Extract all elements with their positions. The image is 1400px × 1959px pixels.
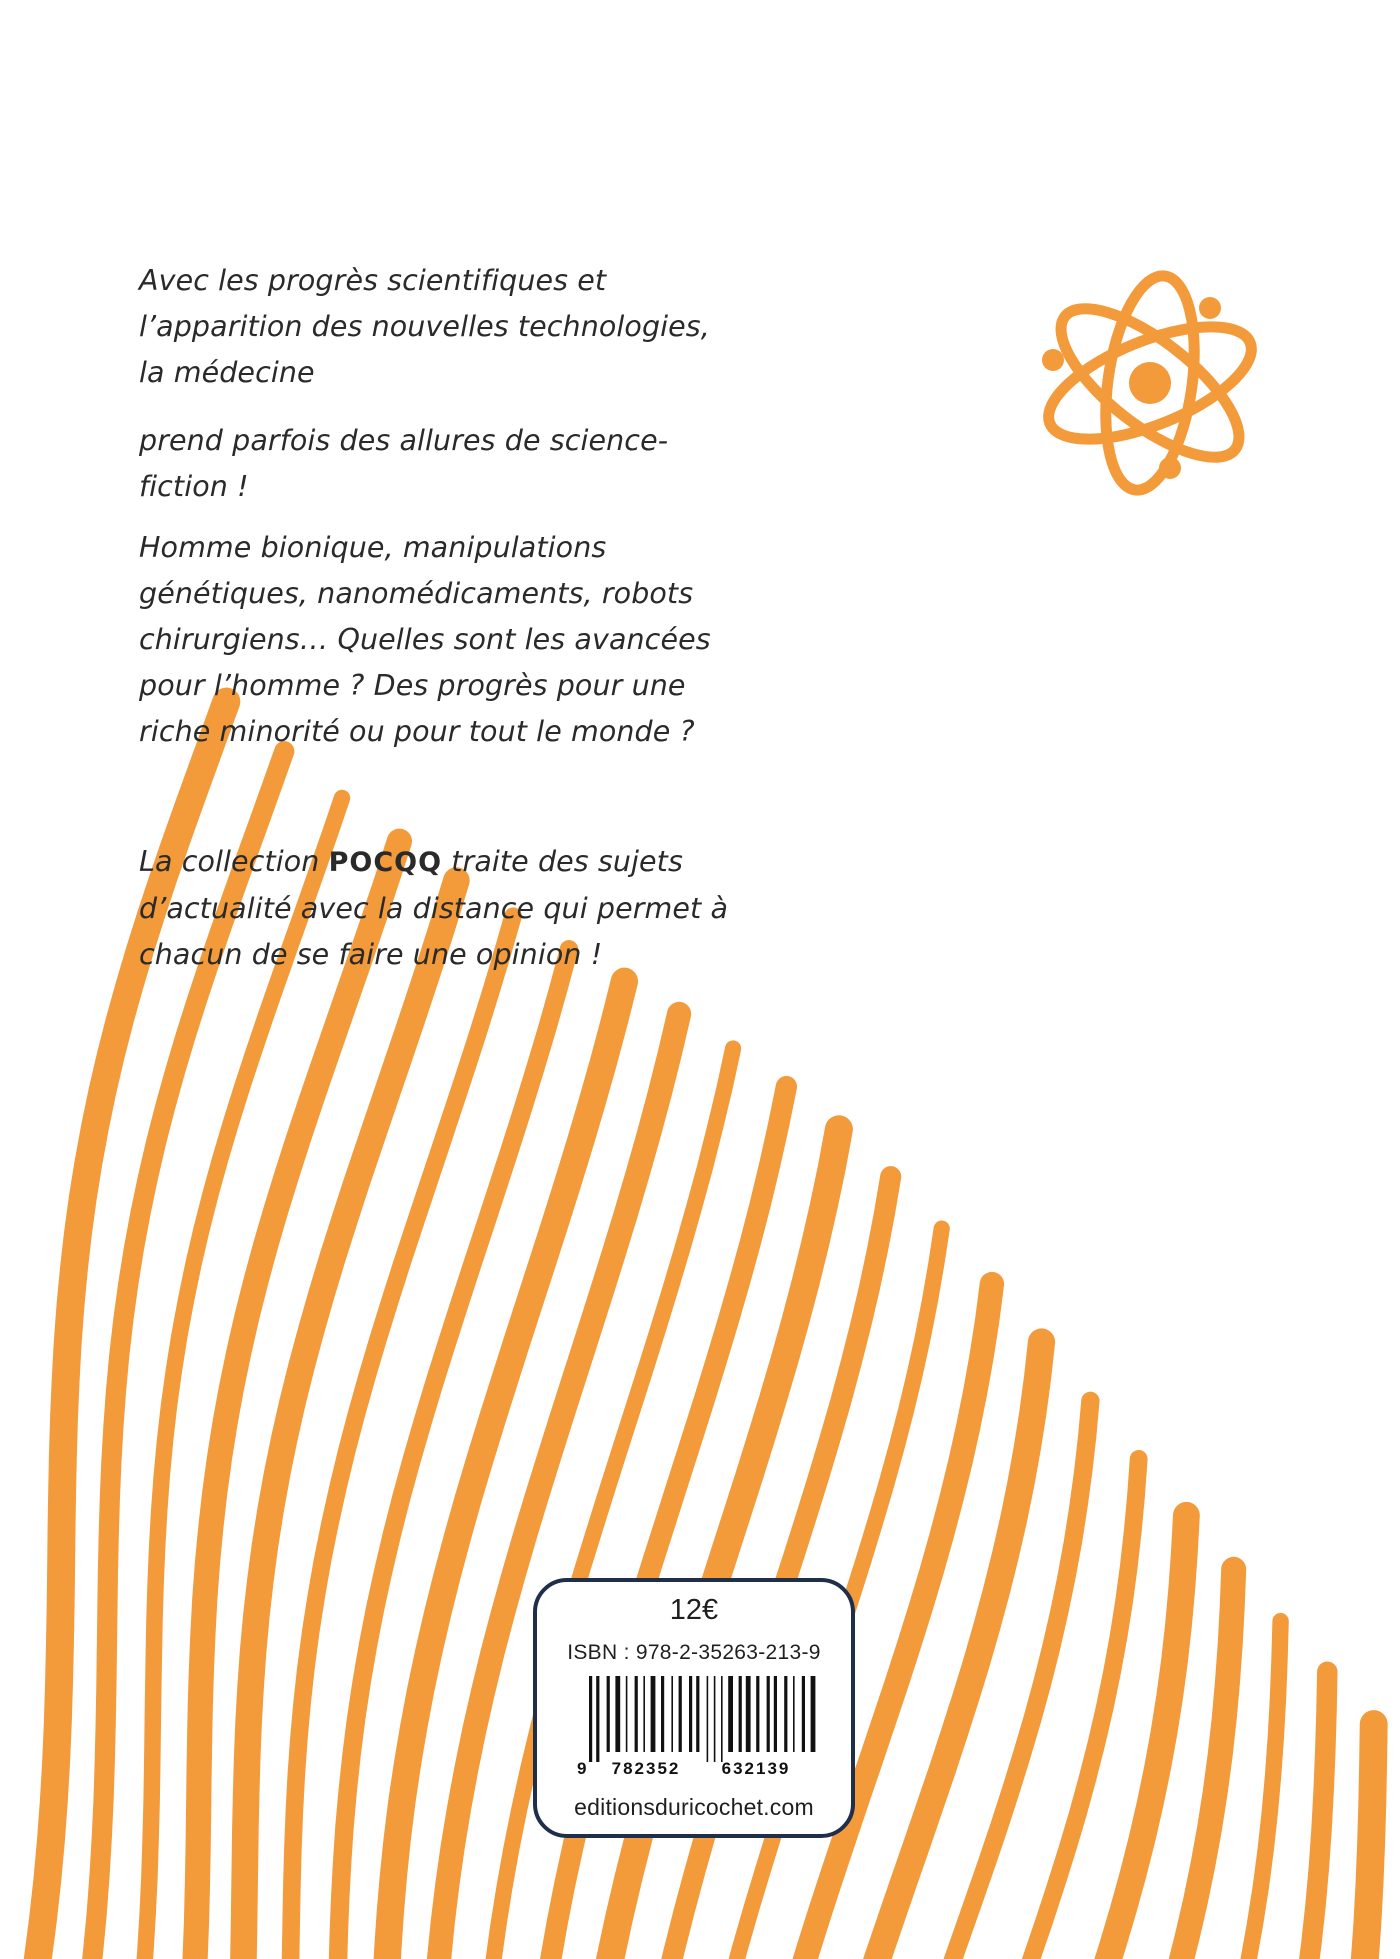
isbn: ISBN : 978-2-35263-213-9 — [567, 1641, 821, 1664]
barcode-bar — [596, 1676, 599, 1762]
barcode — [575, 1676, 821, 1779]
science-fiction-paragraph: prend parfois des allures de science-fiction ! — [139, 424, 669, 503]
barcode-bar — [767, 1676, 770, 1752]
barcode-bar — [811, 1676, 816, 1752]
questions-paragraph: Homme bionique, manipulations génétiques, nanomédicaments, robots chirurgiens… Quelles sont les avancées pour l’homme ? Des progrès pour une riche minorité ou pour tout le monde ? — [139, 531, 711, 748]
barcode-bar — [661, 1676, 664, 1752]
barcode-bar — [651, 1676, 656, 1752]
barcode-bar — [635, 1676, 638, 1752]
barcode-bar — [643, 1676, 645, 1752]
barcode-bar — [774, 1676, 777, 1752]
barcode-bar — [707, 1676, 709, 1762]
barcode-bar — [793, 1676, 795, 1752]
barcode-bar — [679, 1676, 682, 1752]
barcode-bar — [746, 1676, 751, 1752]
collection-text-after: traite des sujets d’actualité avec la distance qui permet à chacun de se faire une opinion ! — [139, 845, 729, 971]
collection-text-before: La collection — [139, 845, 329, 878]
price-box — [533, 1578, 855, 1838]
pocqq-logo: POCQQ — [328, 847, 443, 878]
website: editionsduricochet.com — [574, 1794, 814, 1820]
barcode-bar — [589, 1676, 592, 1762]
barcode-group-2: 632139 — [721, 1759, 791, 1778]
barcode-bar — [714, 1676, 716, 1762]
barcode-bar — [689, 1676, 692, 1752]
barcode-bar — [802, 1676, 805, 1752]
atom-icon — [1015, 248, 1285, 518]
barcode-group-1: 782352 — [611, 1759, 681, 1778]
barcode-bar — [615, 1676, 620, 1752]
barcode-bar — [671, 1676, 673, 1752]
barcode-bar — [784, 1676, 787, 1752]
barcode-bar — [607, 1676, 610, 1752]
collection-paragraph — [139, 839, 739, 978]
price: 12€ — [669, 1594, 719, 1626]
barcode-first-digit: 9 — [577, 1759, 587, 1778]
barcode-bar — [626, 1676, 628, 1752]
barcode-bar — [739, 1676, 742, 1752]
intro-paragraph: Avec les progrès scientifiques et l’apparition des nouvelles technologies, la médecine — [139, 264, 710, 389]
barcode-bar — [721, 1676, 723, 1762]
barcode-bar — [756, 1676, 759, 1752]
barcode-bar — [696, 1676, 699, 1752]
barcode-bar — [728, 1676, 733, 1752]
